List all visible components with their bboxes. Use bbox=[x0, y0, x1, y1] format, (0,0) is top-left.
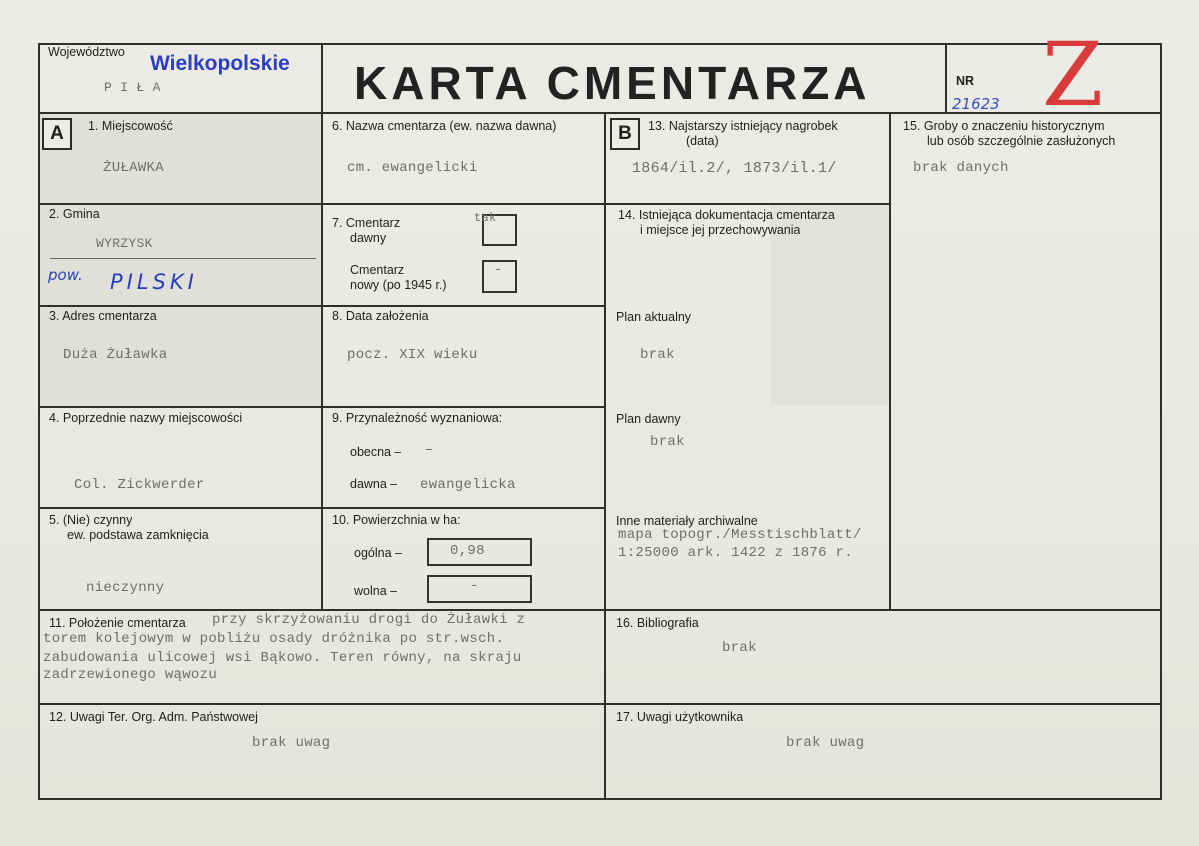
field-3-label: 3. Adres cmentarza bbox=[49, 309, 157, 323]
nr-red-letter: Z bbox=[1042, 30, 1104, 120]
field-7-nowy-label-2: nowy (po 1945 r.) bbox=[350, 278, 447, 292]
field-1-label: 1. Miejscowość bbox=[88, 119, 173, 133]
section-a-badge: A bbox=[42, 118, 72, 150]
field-15-label-1: 15. Groby o znaczeniu historycznym bbox=[903, 119, 1105, 133]
field-13-value: 1864/il.2/, 1873/il.1/ bbox=[632, 160, 837, 177]
shaded-area bbox=[38, 112, 321, 408]
field-6-value: cm. ewangelicki bbox=[347, 160, 478, 176]
field-8-label: 8. Data założenia bbox=[332, 309, 429, 323]
field-11-line-2: torem kolejowym w pobliżu osady dróżnika po str.wsch. bbox=[43, 631, 505, 647]
field-1-value: ŻUŁAWKA bbox=[103, 160, 164, 176]
field-10-wolna-label: wolna – bbox=[354, 584, 398, 598]
field-7-nowy-value: - bbox=[494, 262, 503, 278]
wojewodztwo-label: Województwo bbox=[48, 45, 125, 59]
field-13-label-1: 13. Najstarszy istniejący nagrobek bbox=[648, 119, 838, 133]
field-12-value: brak uwag bbox=[252, 735, 331, 751]
field-11-line-3: zabudowania ulicowej wsi Bąkowo. Teren równy, na skraju bbox=[43, 650, 522, 666]
field-17-label: 17. Uwagi użytkownika bbox=[616, 710, 744, 724]
divider bbox=[604, 112, 606, 800]
field-2-pow-value: PILSKI bbox=[110, 270, 198, 294]
field-13-label-2: (data) bbox=[686, 134, 719, 148]
field-15-value: brak danych bbox=[913, 160, 1009, 176]
field-10-wolna-box bbox=[427, 575, 532, 603]
divider bbox=[945, 43, 947, 113]
field-12-label: 12. Uwagi Ter. Org. Adm. Państwowej bbox=[49, 710, 258, 724]
divider bbox=[321, 112, 323, 610]
wojewodztwo-stamp: Wielkopolskie bbox=[150, 52, 290, 75]
divider bbox=[38, 203, 605, 205]
field-7-dawny-value: tak bbox=[474, 211, 497, 225]
field-2-pow-prefix: pow. bbox=[48, 266, 83, 284]
field-14-plan-dawny-value: brak bbox=[650, 434, 685, 450]
field-10-ogolna-value: 0,98 bbox=[450, 543, 485, 559]
field-5-label-2: ew. podstawa zamknięcia bbox=[67, 528, 209, 542]
field-5-value: nieczynny bbox=[86, 580, 165, 596]
section-b-badge: B bbox=[610, 118, 640, 150]
field-9-label: 9. Przynależność wyznaniowa: bbox=[332, 411, 503, 425]
field-14-inne-line-2: 1:25000 ark. 1422 z 1876 r. bbox=[618, 545, 853, 561]
field-9-dawna-label: dawna – bbox=[350, 477, 398, 491]
field-16-label: 16. Bibliografia bbox=[616, 616, 699, 630]
field-3-value: Duża Żuławka bbox=[63, 347, 168, 363]
divider bbox=[38, 609, 1162, 611]
divider bbox=[38, 507, 605, 509]
field-14-plan-dawny-label: Plan dawny bbox=[616, 412, 681, 426]
field-17-value: brak uwag bbox=[786, 735, 865, 751]
border-bottom bbox=[38, 798, 1162, 800]
divider bbox=[321, 43, 323, 113]
divider bbox=[604, 203, 890, 205]
field-2-value: WYRZYSK bbox=[96, 236, 153, 251]
divider bbox=[38, 305, 605, 307]
field-10-label: 10. Powierzchnia w ha: bbox=[332, 513, 461, 527]
field-10-ogolna-label: ogólna – bbox=[354, 546, 402, 560]
wojewodztwo-typed: P I Ł A bbox=[104, 80, 161, 95]
field-2-label: 2. Gmina bbox=[49, 207, 100, 221]
field-11-line-1: przy skrzyżowaniu drogi do Żuławki z bbox=[212, 612, 526, 628]
field-11-label: 11. Położenie cmentarza bbox=[49, 616, 186, 630]
divider bbox=[38, 703, 1162, 705]
field-9-obecna-label: obecna – bbox=[350, 445, 402, 459]
field-7-dawny-label-1: 7. Cmentarz bbox=[332, 216, 401, 230]
border-left bbox=[38, 43, 40, 800]
border-top bbox=[38, 43, 1162, 45]
field-8-value: pocz. XIX wieku bbox=[347, 347, 478, 363]
field-14-inne-line-1: mapa topogr./Messtischblatt/ bbox=[618, 527, 862, 543]
field-6-label: 6. Nazwa cmentarza (ew. nazwa dawna) bbox=[332, 119, 557, 133]
field-7-dawny-label-2: dawny bbox=[350, 231, 387, 245]
border-right bbox=[1160, 43, 1162, 800]
divider bbox=[38, 406, 605, 408]
nr-handwritten: 21623 bbox=[952, 95, 1000, 113]
field-9-obecna-value: – bbox=[425, 442, 434, 458]
field-9-dawna-value: ewangelicka bbox=[420, 477, 516, 493]
field-14-label-1: 14. Istniejąca dokumentacja cmentarza bbox=[618, 208, 835, 222]
field-7-nowy-label-1: Cmentarz bbox=[350, 263, 405, 277]
field-14-label-2: i miejsce jej przechowywania bbox=[640, 223, 801, 237]
field-14-plan-aktualny-value: brak bbox=[640, 347, 675, 363]
field-14-inne-label: Inne materiały archiwalne bbox=[616, 514, 758, 528]
divider bbox=[50, 258, 316, 259]
field-14-plan-aktualny-label: Plan aktualny bbox=[616, 310, 692, 324]
field-11-line-4: zadrzewionego wąwozu bbox=[43, 667, 218, 683]
nr-label: NR bbox=[956, 74, 975, 88]
field-16-value: brak bbox=[722, 640, 757, 656]
field-10-wolna-value: - bbox=[470, 578, 479, 594]
field-5-label-1: 5. (Nie) czynny bbox=[49, 513, 133, 527]
field-4-value: Col. Zickwerder bbox=[74, 477, 205, 493]
field-4-label: 4. Poprzednie nazwy miejscowości bbox=[49, 411, 243, 425]
field-15-label-2: lub osób szczególnie zasłużonych bbox=[927, 134, 1116, 148]
card-title: KARTA CMENTARZA bbox=[354, 57, 871, 109]
divider bbox=[889, 112, 891, 610]
